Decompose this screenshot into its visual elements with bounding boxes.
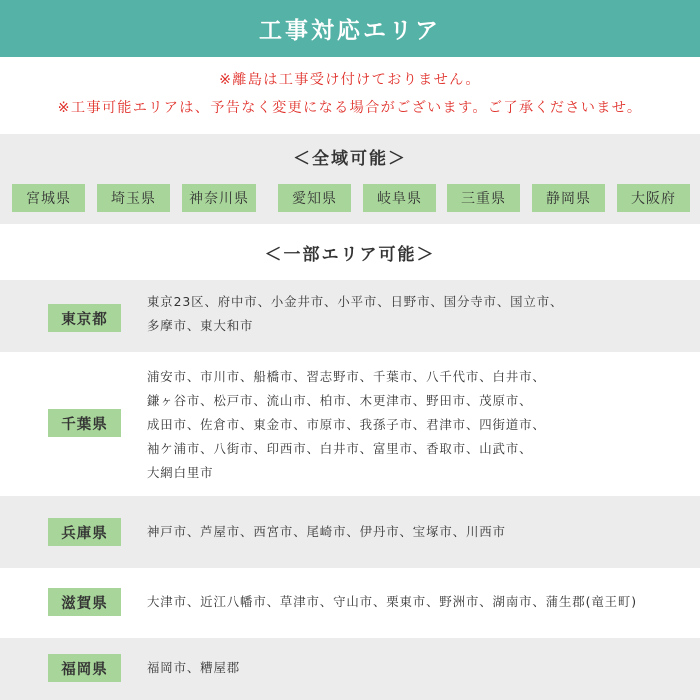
prefecture-tag: 三重県 <box>447 184 520 212</box>
city-line: 大津市、近江八幡市、草津市、守山市、栗東市、野洲市、湖南市、蒲生郡(竜王町) <box>147 594 637 609</box>
region-label: 東京都 <box>48 304 121 332</box>
city-line: 多摩市、東大和市 <box>147 318 254 333</box>
region-label: 福岡県 <box>48 654 121 682</box>
region-city-list <box>147 590 692 614</box>
page-title: 工事対応エリア <box>259 18 441 44</box>
prefecture-tag: 宮城県 <box>12 184 85 212</box>
notice-area-change: ※工事可能エリアは、予告なく変更になる場合がございます。ご了承くださいませ。 <box>57 100 643 116</box>
region-city-list <box>147 520 692 544</box>
city-line: 東京23区、府中市、小金井市、小平市、日野市、国分寺市、国立市、 <box>147 294 564 309</box>
region-row-fukuoka <box>0 638 700 700</box>
notice-remote-islands: ※離島は工事受け付けておりません。 <box>219 72 481 88</box>
city-line: 神戸市、芦屋市、西宮市、尾崎市、伊丹市、宝塚市、川西市 <box>147 524 506 539</box>
prefecture-tag: 愛知県 <box>278 184 351 212</box>
region-row-hyogo <box>0 496 700 568</box>
region-row-shiga <box>0 568 700 638</box>
full-area-section <box>0 134 700 224</box>
prefecture-tag: 神奈川県 <box>182 184 256 212</box>
city-line: 袖ケ浦市、八街市、印西市、白井市、富里市、香取市、山武市、 <box>147 441 533 456</box>
region-row-tokyo <box>0 280 700 352</box>
city-line: 鎌ヶ谷市、松戸市、流山市、柏市、木更津市、野田市、茂原市、 <box>147 393 533 408</box>
region-city-list <box>147 365 692 485</box>
prefecture-tag: 岐阜県 <box>363 184 436 212</box>
city-line: 福岡市、糟屋郡 <box>147 660 241 675</box>
prefecture-tag: 埼玉県 <box>97 184 170 212</box>
city-line: 成田市、佐倉市、東金市、市原市、我孫子市、君津市、四街道市、 <box>147 417 546 432</box>
region-row-chiba <box>0 352 700 496</box>
prefecture-tag: 大阪府 <box>617 184 690 212</box>
partial-area-title: ＜一部エリア可能＞ <box>264 245 436 265</box>
city-line: 大網白里市 <box>147 465 214 480</box>
full-area-title: ＜全域可能＞ <box>293 149 407 169</box>
region-city-list <box>147 656 692 680</box>
full-area-prefecture-list <box>12 184 692 212</box>
partial-area-heading <box>0 224 700 280</box>
prefecture-tag: 静岡県 <box>532 184 605 212</box>
page-header <box>0 0 700 57</box>
city-line: 浦安市、市川市、船橋市、習志野市、千葉市、八千代市、白井市、 <box>147 369 546 384</box>
region-label: 兵庫県 <box>48 518 121 546</box>
region-city-list <box>147 290 692 338</box>
region-label: 滋賀県 <box>48 588 121 616</box>
region-label: 千葉県 <box>48 409 121 437</box>
notice-section <box>0 57 700 134</box>
